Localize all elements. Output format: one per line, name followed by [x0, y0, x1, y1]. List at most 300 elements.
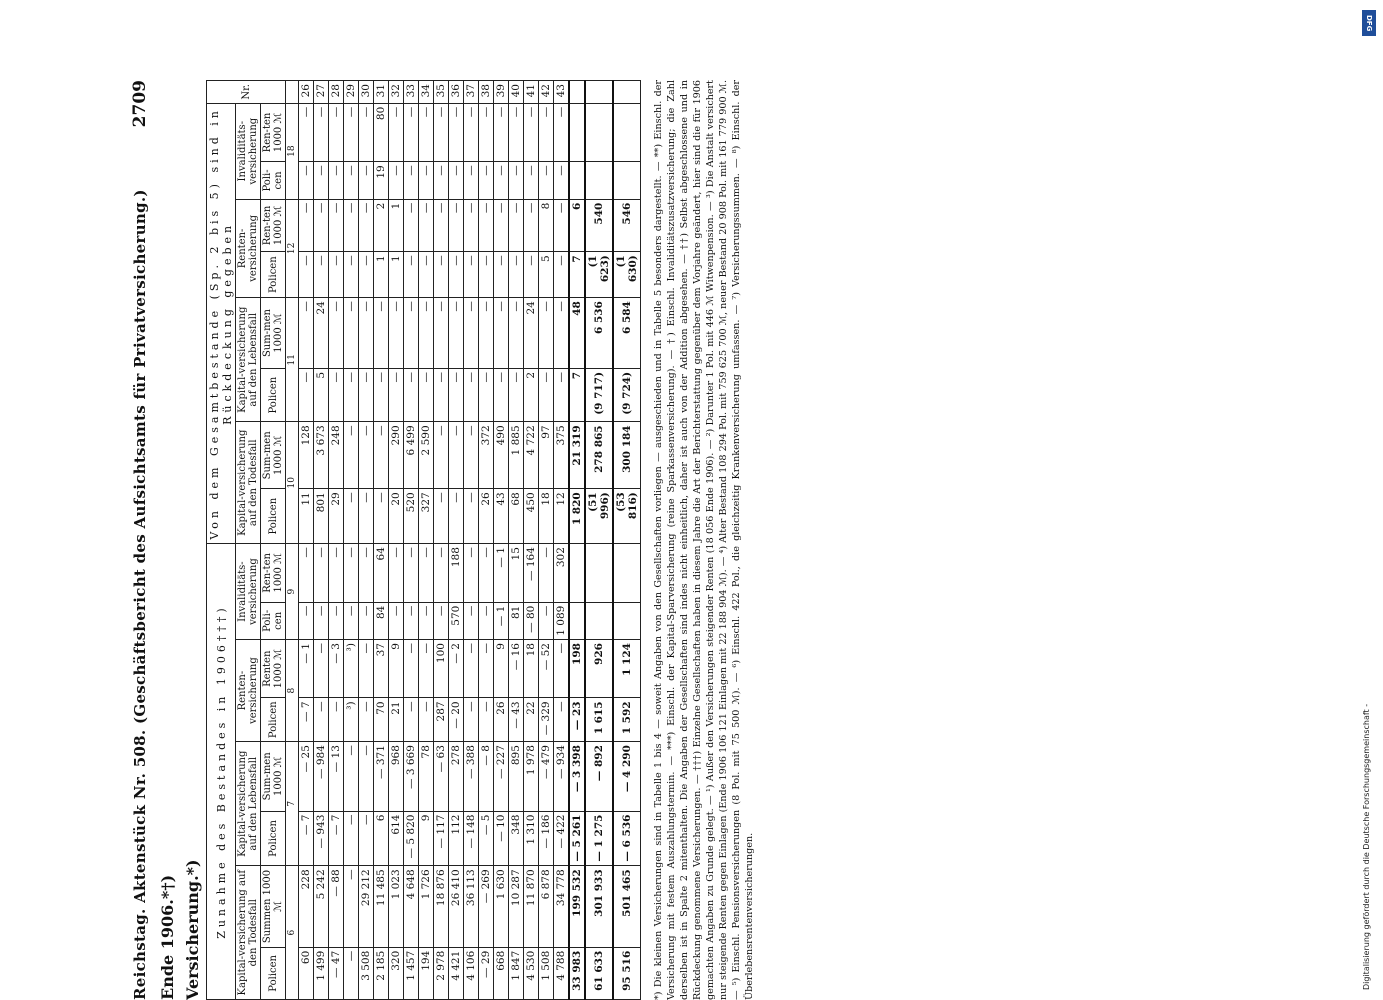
table-row: [314, 81, 329, 1000]
table-cell: 29: [344, 81, 359, 104]
table-cell: — 3 398: [569, 742, 585, 811]
table-cell: —: [464, 199, 479, 252]
table-cell: — 16: [509, 640, 524, 698]
table-cell: 4 530: [524, 947, 539, 999]
table-row: [374, 81, 389, 1000]
table-cell: —: [299, 103, 314, 162]
table-cell: —: [449, 103, 464, 162]
table-cell: —: [344, 199, 359, 252]
table-cell: 9: [389, 640, 404, 698]
table-cell: 128: [299, 422, 314, 489]
table-cell: 2 978: [434, 947, 449, 999]
table-cell: (53 816): [613, 489, 641, 544]
table-cell: —: [554, 199, 570, 252]
table-cell: — 43: [509, 698, 524, 742]
rotated-content: [130, 80, 1383, 1000]
column-header: Policen: [261, 252, 286, 298]
table-cell: 100: [434, 640, 449, 698]
table-row: [479, 81, 494, 1000]
table-cell: 26: [494, 698, 509, 742]
table-cell: 29 212: [359, 866, 374, 947]
table-cell: 194: [419, 947, 434, 999]
table-cell: — 984: [314, 742, 329, 811]
table-cell: —: [329, 199, 344, 252]
table-cell: —: [494, 252, 509, 298]
table-cell: — 20: [449, 698, 464, 742]
table-cell: —: [464, 422, 479, 489]
table-cell: 81: [509, 602, 524, 639]
table-cell: 11 485: [374, 866, 389, 947]
table-cell: 1 023: [389, 866, 404, 947]
table-cell: — 5 820: [404, 811, 419, 866]
table-cell: —: [554, 698, 570, 742]
table-cell: [569, 162, 585, 199]
subgroup-header: Invaliditäts-versicherung: [236, 103, 261, 199]
group-header-right: Von dem Gesamtbestande (Sp. 2 bis 5) sind in Rückdeckung gegeben: [207, 103, 236, 543]
table-cell: 327: [419, 489, 434, 544]
table-cell: 320: [389, 947, 404, 999]
table-cell: —: [419, 162, 434, 199]
table-cell: —: [314, 199, 329, 252]
table-cell: 7: [569, 368, 585, 421]
table-cell: —: [449, 199, 464, 252]
table-cell: 1 508: [539, 947, 554, 999]
table-cell: 8: [539, 199, 554, 252]
table-cell: 42: [539, 81, 554, 104]
table-cell: — 52: [539, 640, 554, 698]
table-cell: — 25: [299, 742, 314, 811]
table-cell: —: [449, 252, 464, 298]
table-cell: 43: [554, 81, 570, 104]
table-cell: 24: [314, 298, 329, 369]
table-cell: —: [464, 602, 479, 639]
table-cell: 61 633: [585, 947, 613, 999]
table-cell: 1 978: [524, 742, 539, 811]
table-cell: [613, 81, 641, 104]
column-header: Sum-men 1000 ℳ: [261, 742, 286, 811]
table-cell: —: [374, 422, 389, 489]
table-cell: —: [404, 602, 419, 639]
table-cell: 19: [374, 162, 389, 199]
table-cell: —: [419, 544, 434, 603]
table-cell: 30: [359, 81, 374, 104]
table-cell: 37: [464, 81, 479, 104]
table-cell: — 148: [464, 811, 479, 866]
subgroup-header: Kapital-versicherung auf den Todesfall: [236, 422, 261, 544]
table-cell: 40: [509, 81, 524, 104]
table-cell: —: [314, 103, 329, 162]
table-cell: —: [359, 602, 374, 639]
subgroup-header: Renten-versicherung: [236, 199, 261, 297]
table-cell: 490: [494, 422, 509, 489]
table-cell: —: [554, 162, 570, 199]
table-cell: —: [479, 602, 494, 639]
header-title: Reichstag. Aktenstück Nr. 508. (Geschäftsbericht des Aufsichtsamts für Privatversicherung.): [131, 189, 149, 1000]
table-cell: (51 996): [585, 489, 613, 544]
table-cell: 41: [524, 81, 539, 104]
table-cell: —: [419, 602, 434, 639]
table-cell: 300 184: [613, 422, 641, 489]
subgroup-header: Renten-versicherung: [236, 640, 261, 742]
table-cell: —: [509, 252, 524, 298]
table-cell: [585, 544, 613, 603]
table-cell: 4 648: [404, 866, 419, 947]
table-cell: 2 590: [419, 422, 434, 489]
table-cell: 1 457: [404, 947, 419, 999]
table-cell: —: [314, 252, 329, 298]
table-cell: — 892: [585, 742, 613, 811]
table-cell: —: [509, 103, 524, 162]
table-cell: —: [479, 368, 494, 421]
table-cell: — 80: [524, 602, 539, 639]
table-cell: —: [314, 640, 329, 698]
table-cell: 348: [509, 811, 524, 866]
column-number: [286, 81, 299, 104]
column-number: 12: [286, 199, 299, 297]
column-header: Policen: [261, 698, 286, 742]
table-cell: 26: [299, 81, 314, 104]
column-header: Policen: [261, 811, 286, 866]
table-cell: —: [554, 368, 570, 421]
table-cell: —: [299, 368, 314, 421]
table-cell: —: [434, 602, 449, 639]
table-cell: 12: [554, 489, 570, 544]
table-cell: —: [554, 103, 570, 162]
table-cell: —: [434, 298, 449, 369]
table-cell: —: [389, 298, 404, 369]
table-cell: 20: [389, 489, 404, 544]
table-cell: —: [464, 544, 479, 603]
table-cell: —: [509, 298, 524, 369]
table-cell: 450: [524, 489, 539, 544]
column-number: 11: [286, 298, 299, 422]
table-cell: — 1: [494, 544, 509, 603]
table-cell: 1 310: [524, 811, 539, 866]
table-cell: —: [539, 368, 554, 421]
table-cell: —: [464, 252, 479, 298]
table-cell: —: [359, 742, 374, 811]
table-cell: 290: [389, 422, 404, 489]
table-cell: —: [404, 368, 419, 421]
table-cell: — 5 261: [569, 811, 585, 866]
table-cell: 6: [374, 811, 389, 866]
table-cell: 895: [509, 742, 524, 811]
table-row: [494, 81, 509, 1000]
table-cell: 4 106: [464, 947, 479, 999]
table-cell: — 329: [539, 698, 554, 742]
table-cell: 3 673: [314, 422, 329, 489]
table-cell: 11: [299, 489, 314, 544]
table-cell: —: [494, 199, 509, 252]
table-cell: 84: [374, 602, 389, 639]
table-cell: —: [509, 199, 524, 252]
table-cell: 26 410: [449, 866, 464, 947]
table-cell: 926: [585, 640, 613, 698]
table-cell: 1 630: [494, 866, 509, 947]
table-cell: —: [344, 866, 359, 947]
table-cell: 501 465: [613, 866, 641, 947]
table-cell: 7: [569, 252, 585, 298]
table-cell: 18: [539, 489, 554, 544]
table-cell: [585, 602, 613, 639]
column-number: 10: [286, 422, 299, 544]
subtotal-row: [585, 81, 613, 1000]
column-header: Policen: [261, 368, 286, 421]
table-cell: 375: [554, 422, 570, 489]
table-cell: —: [464, 698, 479, 742]
table-cell: — 6 536: [613, 811, 641, 866]
table-cell: 34: [419, 81, 434, 104]
table-cell: 36 113: [464, 866, 479, 947]
table-cell: 9: [494, 640, 509, 698]
table-cell: —: [344, 602, 359, 639]
table-cell: — 1: [494, 602, 509, 639]
table-cell: 11 870: [524, 866, 539, 947]
table-cell: 6 536: [585, 298, 613, 369]
table-cell: —: [314, 602, 329, 639]
table-cell: —: [539, 544, 554, 603]
table-cell: 228: [299, 866, 314, 947]
table-cell: — 13: [329, 742, 344, 811]
table-cell: —: [554, 640, 570, 698]
table-cell: —: [404, 252, 419, 298]
table-row: [464, 81, 479, 1000]
table-cell: —: [344, 162, 359, 199]
table-cell: 1 726: [419, 866, 434, 947]
table-cell: 34 778: [554, 866, 570, 947]
table-cell: —: [434, 252, 449, 298]
table-cell: —: [449, 489, 464, 544]
table-cell: —: [374, 489, 389, 544]
table-cell: 1: [389, 199, 404, 252]
dfg-logo: DFG: [1362, 10, 1376, 36]
column-header: Poli-cen: [261, 162, 286, 199]
table-cell: —: [449, 162, 464, 199]
table-cell: 29: [329, 489, 344, 544]
table-cell: 287: [434, 698, 449, 742]
table-cell: 801: [314, 489, 329, 544]
table-cell: —: [344, 544, 359, 603]
subgroup-header: Kapital-versicherung auf den Todesfall: [236, 866, 261, 1000]
table-cell: —: [299, 199, 314, 252]
table-cell: [613, 103, 641, 162]
table-cell: —: [344, 103, 359, 162]
table-cell: — 388: [464, 742, 479, 811]
column-number: 18: [286, 103, 299, 199]
table-cell: — 10: [494, 811, 509, 866]
table-cell: —: [419, 252, 434, 298]
subgroup-header: Kapital-versicherung auf den Lebensfall: [236, 298, 261, 422]
table-cell: [613, 544, 641, 603]
table-row: [434, 81, 449, 1000]
column-header: Policen: [261, 947, 286, 999]
table-cell: —: [434, 162, 449, 199]
table-cell: —: [404, 640, 419, 698]
table-cell: —: [494, 368, 509, 421]
table-cell: [613, 162, 641, 199]
table-cell: —: [329, 162, 344, 199]
table-cell: —: [479, 252, 494, 298]
table-cell: —: [479, 640, 494, 698]
dfg-sidebar: [1362, 10, 1378, 990]
table-cell: 1 499: [314, 947, 329, 999]
table-cell: — 2: [449, 640, 464, 698]
table-cell: — 3 669: [404, 742, 419, 811]
table-cell: —: [434, 422, 449, 489]
table-cell: —: [314, 544, 329, 603]
table-cell: —: [389, 544, 404, 603]
table-cell: 6 499: [404, 422, 419, 489]
table-cell: 540: [585, 199, 613, 252]
table-cell: 5: [539, 252, 554, 298]
table-cell: 3 508: [359, 947, 374, 999]
table-cell: —: [299, 252, 314, 298]
subgroup-header: Invaliditäts-versicherung: [236, 544, 261, 640]
table-cell: 1 124: [613, 640, 641, 698]
table-cell: 38: [479, 81, 494, 104]
table-row: [509, 81, 524, 1000]
table-cell: —: [419, 640, 434, 698]
table-cell: (1 623): [585, 252, 613, 298]
table-cell: —: [359, 489, 374, 544]
table-cell: [569, 544, 585, 603]
table-cell: —: [404, 698, 419, 742]
column-header: Sum-men 1000 ℳ: [261, 422, 286, 489]
column-number: 9: [286, 544, 299, 640]
column-header-row: [261, 81, 286, 1000]
table-cell: 27: [314, 81, 329, 104]
table-cell: 36: [449, 81, 464, 104]
table-cell: —: [464, 368, 479, 421]
table-cell: — 422: [554, 811, 570, 866]
table-cell: 33: [404, 81, 419, 104]
table-cell: —: [329, 103, 344, 162]
table-cell: [585, 162, 613, 199]
table-cell: 2: [524, 368, 539, 421]
dfg-note: Digitalisierung gefördert durch die Deutsche Forschungsgemeinschaft -: [1362, 703, 1371, 990]
table-cell: 4 788: [554, 947, 570, 999]
table-cell: —: [434, 489, 449, 544]
table-cell: — 186: [539, 811, 554, 866]
table-cell: — 269: [479, 866, 494, 947]
table-cell: 18 876: [434, 866, 449, 947]
table-cell: 18: [524, 640, 539, 698]
table-cell: 372: [479, 422, 494, 489]
table-cell: —: [359, 199, 374, 252]
table-cell: —: [404, 103, 419, 162]
table-cell: 199 532: [569, 866, 585, 947]
table-cell: 1 847: [509, 947, 524, 999]
table-cell: 26: [479, 489, 494, 544]
table-cell: [585, 81, 613, 104]
table-cell: —: [359, 422, 374, 489]
table-row: [449, 81, 464, 1000]
table-cell: 24: [524, 298, 539, 369]
page-number: 2709: [130, 80, 150, 128]
table-cell: 520: [404, 489, 419, 544]
table-cell: 301 933: [585, 866, 613, 947]
table-cell: [585, 103, 613, 162]
total-row: [613, 81, 641, 1000]
table-cell: —: [404, 544, 419, 603]
table-cell: 43: [494, 489, 509, 544]
table-cell: 22: [524, 698, 539, 742]
table-cell: —: [344, 298, 359, 369]
table-cell: —: [329, 544, 344, 603]
table-cell: —: [524, 199, 539, 252]
table-cell: 1: [374, 252, 389, 298]
column-number: 6: [286, 866, 299, 1000]
table-cell: 668: [494, 947, 509, 999]
table-cell: 614: [389, 811, 404, 866]
table-cell: 60: [299, 947, 314, 999]
table-cell: 278: [449, 742, 464, 811]
table-cell: 95 516: [613, 947, 641, 999]
table-cell: — 1: [299, 640, 314, 698]
table-cell: 6 878: [539, 866, 554, 947]
table-cell: —: [539, 103, 554, 162]
table-cell: —: [524, 252, 539, 298]
table-cell: —: [314, 698, 329, 742]
table-cell: ³): [344, 640, 359, 698]
table-cell: — 371: [374, 742, 389, 811]
column-header: Summen 1000 ℳ: [261, 866, 286, 947]
table-cell: — 88: [329, 866, 344, 947]
table-cell: —: [539, 602, 554, 639]
table-cell: —: [404, 162, 419, 199]
table-cell: [613, 602, 641, 639]
table-cell: —: [344, 947, 359, 999]
table-cell: —: [374, 368, 389, 421]
table-row: [389, 81, 404, 1000]
table-cell: 21: [389, 698, 404, 742]
table-cell: —: [299, 298, 314, 369]
table-cell: 70: [374, 698, 389, 742]
table-cell: —: [464, 162, 479, 199]
table-cell: —: [344, 742, 359, 811]
table-cell: 1 592: [613, 698, 641, 742]
table-cell: —: [449, 298, 464, 369]
table-cell: —: [449, 368, 464, 421]
table-cell: —: [464, 298, 479, 369]
table-cell: — 5: [479, 811, 494, 866]
table-cell: —: [419, 368, 434, 421]
table-cell: 64: [374, 544, 389, 603]
table-cell: 248: [329, 422, 344, 489]
table-cell: —: [464, 640, 479, 698]
table-cell: 9: [419, 811, 434, 866]
table-cell: 5 242: [314, 866, 329, 947]
table-cell: —: [359, 162, 374, 199]
table-cell: —: [344, 422, 359, 489]
table-cell: —: [419, 103, 434, 162]
table-cell: 35: [434, 81, 449, 104]
table-cell: —: [554, 252, 570, 298]
table-cell: —: [359, 252, 374, 298]
table-cell: 80: [374, 103, 389, 162]
column-number-row: [286, 81, 299, 1000]
table-cell: — 23: [569, 698, 585, 742]
table-cell: —: [434, 103, 449, 162]
column-header: Ren-ten 1000 ℳ: [261, 544, 286, 603]
table-cell: —: [539, 298, 554, 369]
footnotes: *) Die kleinen Versicherungen sind in Tabelle 1 bis 4 — soweit Angaben von den Gesellschaften vorliegen — ausgeschieden und in Tabelle 5 besonders dargestellt. — **) Einschl. der Versicherung mit festem Auszahlungstermin. — ***) Einschl. der Kapital-Sparversicherung (reine Sparkassenversicherung). — †) Einschl. Invaliditätszusatzversicherung; die Zahl derselben ist in Spalte 2 mitenthalten. Die Angaben der Gesellschaften sind indes nicht einheitlich, daher ist auch von der Addition abgesehen. — ††) Selbst abgeschlossene und in Rückdeckung genommene Versicherungen. — †††) Einzelne Gesellschaften haben in diesem Jahre die Art der Berichterstattung gegenüber dem Vorjahre geändert, hier sind die für 1906 gemachten Angaben zu Grunde gelegt. — ¹) Außer den Versicherungen steigender Renten (18 056 Ende 1906). — ²) Darunter 1 Pol. mit 446 ℳ Witwenpension. — ³) Die Anstalt versichert nur steigende Renten gegen Einlagen (Ende 1906 106 121 Einlagen mit 22 188 904 ℳ). — ⁴) Alter Bestand 108 294 Pol. mit 759 625 700 ℳ, neuer Bestand 20 908 Pol. mit 161 779 900 ℳ. — ⁵) Einschl. Pensionsversicherungen (8 Pol. mit 75 500 ℳ). — ⁶) Einschl. 422 Pol., die gleichzeitig Krankenversicherung umfassen. — ⁷) Versicherungssummen. — ⁸) Einschl. der Überlebensrentenversicherungen.: [653, 80, 755, 1000]
col-header-nr: Nr.: [207, 81, 286, 104]
table-row: [299, 81, 314, 1000]
table-cell: 32: [389, 81, 404, 104]
group-header-left: Zunahme des Bestandes in 1906†††): [207, 544, 236, 1000]
table-cell: — 943: [314, 811, 329, 866]
